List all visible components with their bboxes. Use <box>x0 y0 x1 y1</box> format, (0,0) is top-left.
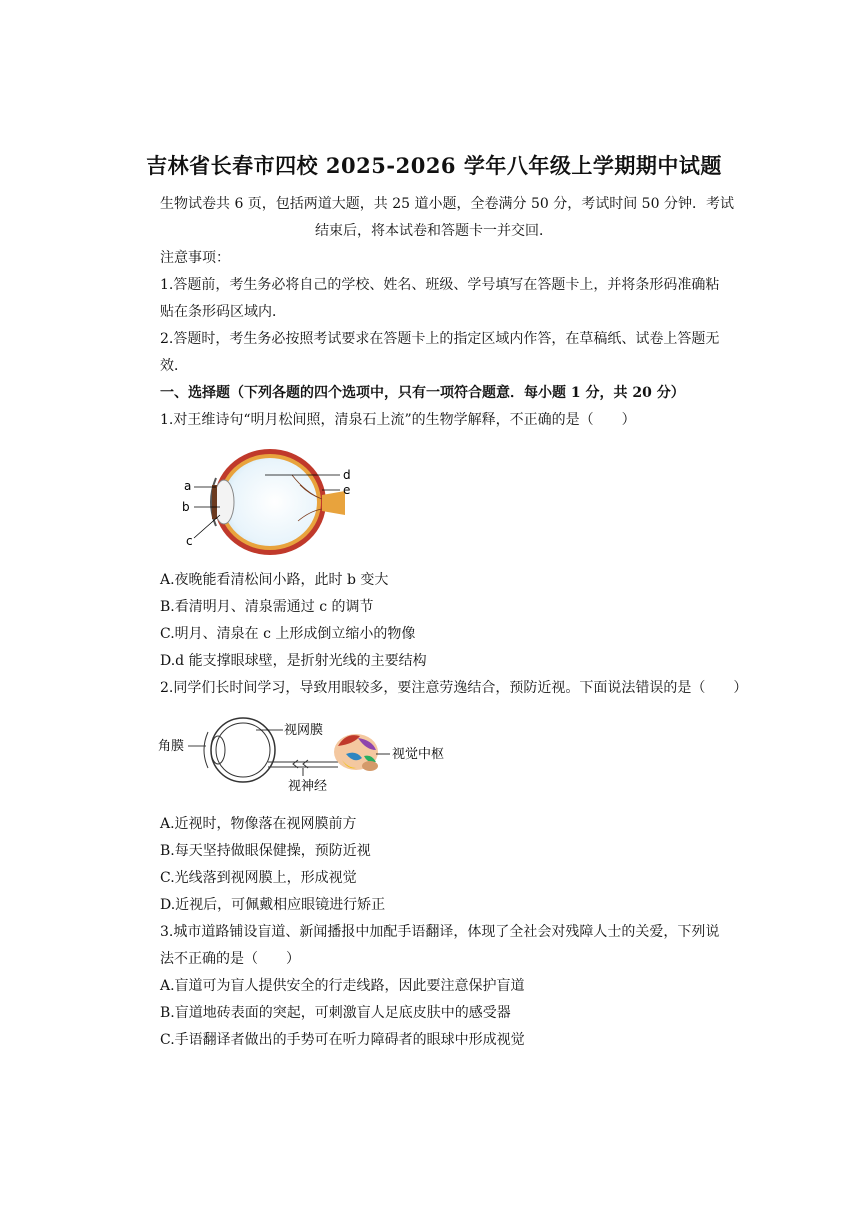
eyeball-outline <box>211 718 275 782</box>
label-cornea: 角膜 <box>158 739 185 754</box>
q2-visual-pathway-diagram <box>158 712 458 797</box>
q3-stem-line-1: 3.城市道路铺设盲道、新闻播报中加配手语翻译，体现了全社会对残障人士的关爱，下列说 <box>160 924 720 940</box>
q2-option-c: C.光线落到视网膜上，形成视觉 <box>160 870 357 886</box>
label-visual-center: 视觉中枢 <box>392 747 445 762</box>
q3-option-c: C.手语翻译者做出的手势可在听力障碍者的眼球中形成视觉 <box>160 1032 525 1048</box>
q2-stem: 2.同学们长时间学习，导致用眼较多，要注意劳逸结合，预防近视。下面说法错误的是（ ） <box>160 680 748 696</box>
label-optic-nerve: 视神经 <box>288 779 328 794</box>
vitreous-shape <box>223 458 317 546</box>
note-2-line-1: 2.答题时，考生务必按照考试要求在答题卡上的指定区域内作答，在草稿纸、试卷上答题无 <box>160 331 720 347</box>
q1-option-a: A.夜晚能看清松间小路，此时 b 变大 <box>160 572 389 588</box>
eye-label-a: a <box>184 479 192 493</box>
intro-line-1: 生物试卷共 6 页，包括两道大题，共 25 道小题，全卷满分 50 分，考试时间 50 分钟．考试 <box>160 196 734 212</box>
q2-option-b: B.每天坚持做眼保健操，预防近视 <box>160 843 371 859</box>
page-title: 吉林省长春市四校 2025-2026 学年八年级上学期期中试题 <box>146 153 722 178</box>
intro-line-2: 结束后，将本试卷和答题卡一并交回． <box>315 223 553 239</box>
optic-nerve-shape <box>322 491 345 515</box>
q1-stem: 1.对王维诗句“明月松间照，清泉石上流”的生物学解释，不正确的是（ ） <box>160 412 636 428</box>
q2-option-d: D.近视后，可佩戴相应眼镜进行矫正 <box>160 897 386 913</box>
q3-option-a: A.盲道可为盲人提供安全的行走线路，因此要注意保护盲道 <box>160 978 525 994</box>
eye-label-c: c <box>186 534 193 548</box>
brain-icon <box>334 734 378 771</box>
q1-option-b: B.看清明月、清泉需通过 c 的调节 <box>160 599 374 615</box>
q2-option-a: A.近视时，物像落在视网膜前方 <box>160 816 357 832</box>
q3-option-b: B.盲道地砖表面的突起，可刺激盲人足底皮肤中的感受器 <box>160 1005 511 1021</box>
q1-option-d: D.d 能支撑眼球壁，是折射光线的主要结构 <box>160 653 427 669</box>
eye-label-e: e <box>343 483 351 497</box>
q3-stem-line-2: 法不正确的是（ ） <box>160 951 300 967</box>
note-1-line-1: 1.答题前，考生务必将自己的学校、姓名、班级、学号填写在答题卡上，并将条形码准确粘 <box>160 277 720 293</box>
note-2-line-2: 效． <box>160 358 188 374</box>
q1-option-c: C.明月、清泉在 c 上形成倒立缩小的物像 <box>160 626 416 642</box>
label-retina: 视网膜 <box>284 723 324 738</box>
eye-label-d: d <box>343 468 351 482</box>
note-1-line-2: 贴在条形码区域内． <box>160 304 286 320</box>
section-1-heading: 一、选择题（下列各题的四个选项中，只有一项符合题意．每小题 1 分，共 20 分） <box>160 385 685 401</box>
q1-eye-diagram <box>180 445 360 560</box>
notes-heading: 注意事项： <box>160 250 230 266</box>
eye-label-b: b <box>182 500 190 514</box>
